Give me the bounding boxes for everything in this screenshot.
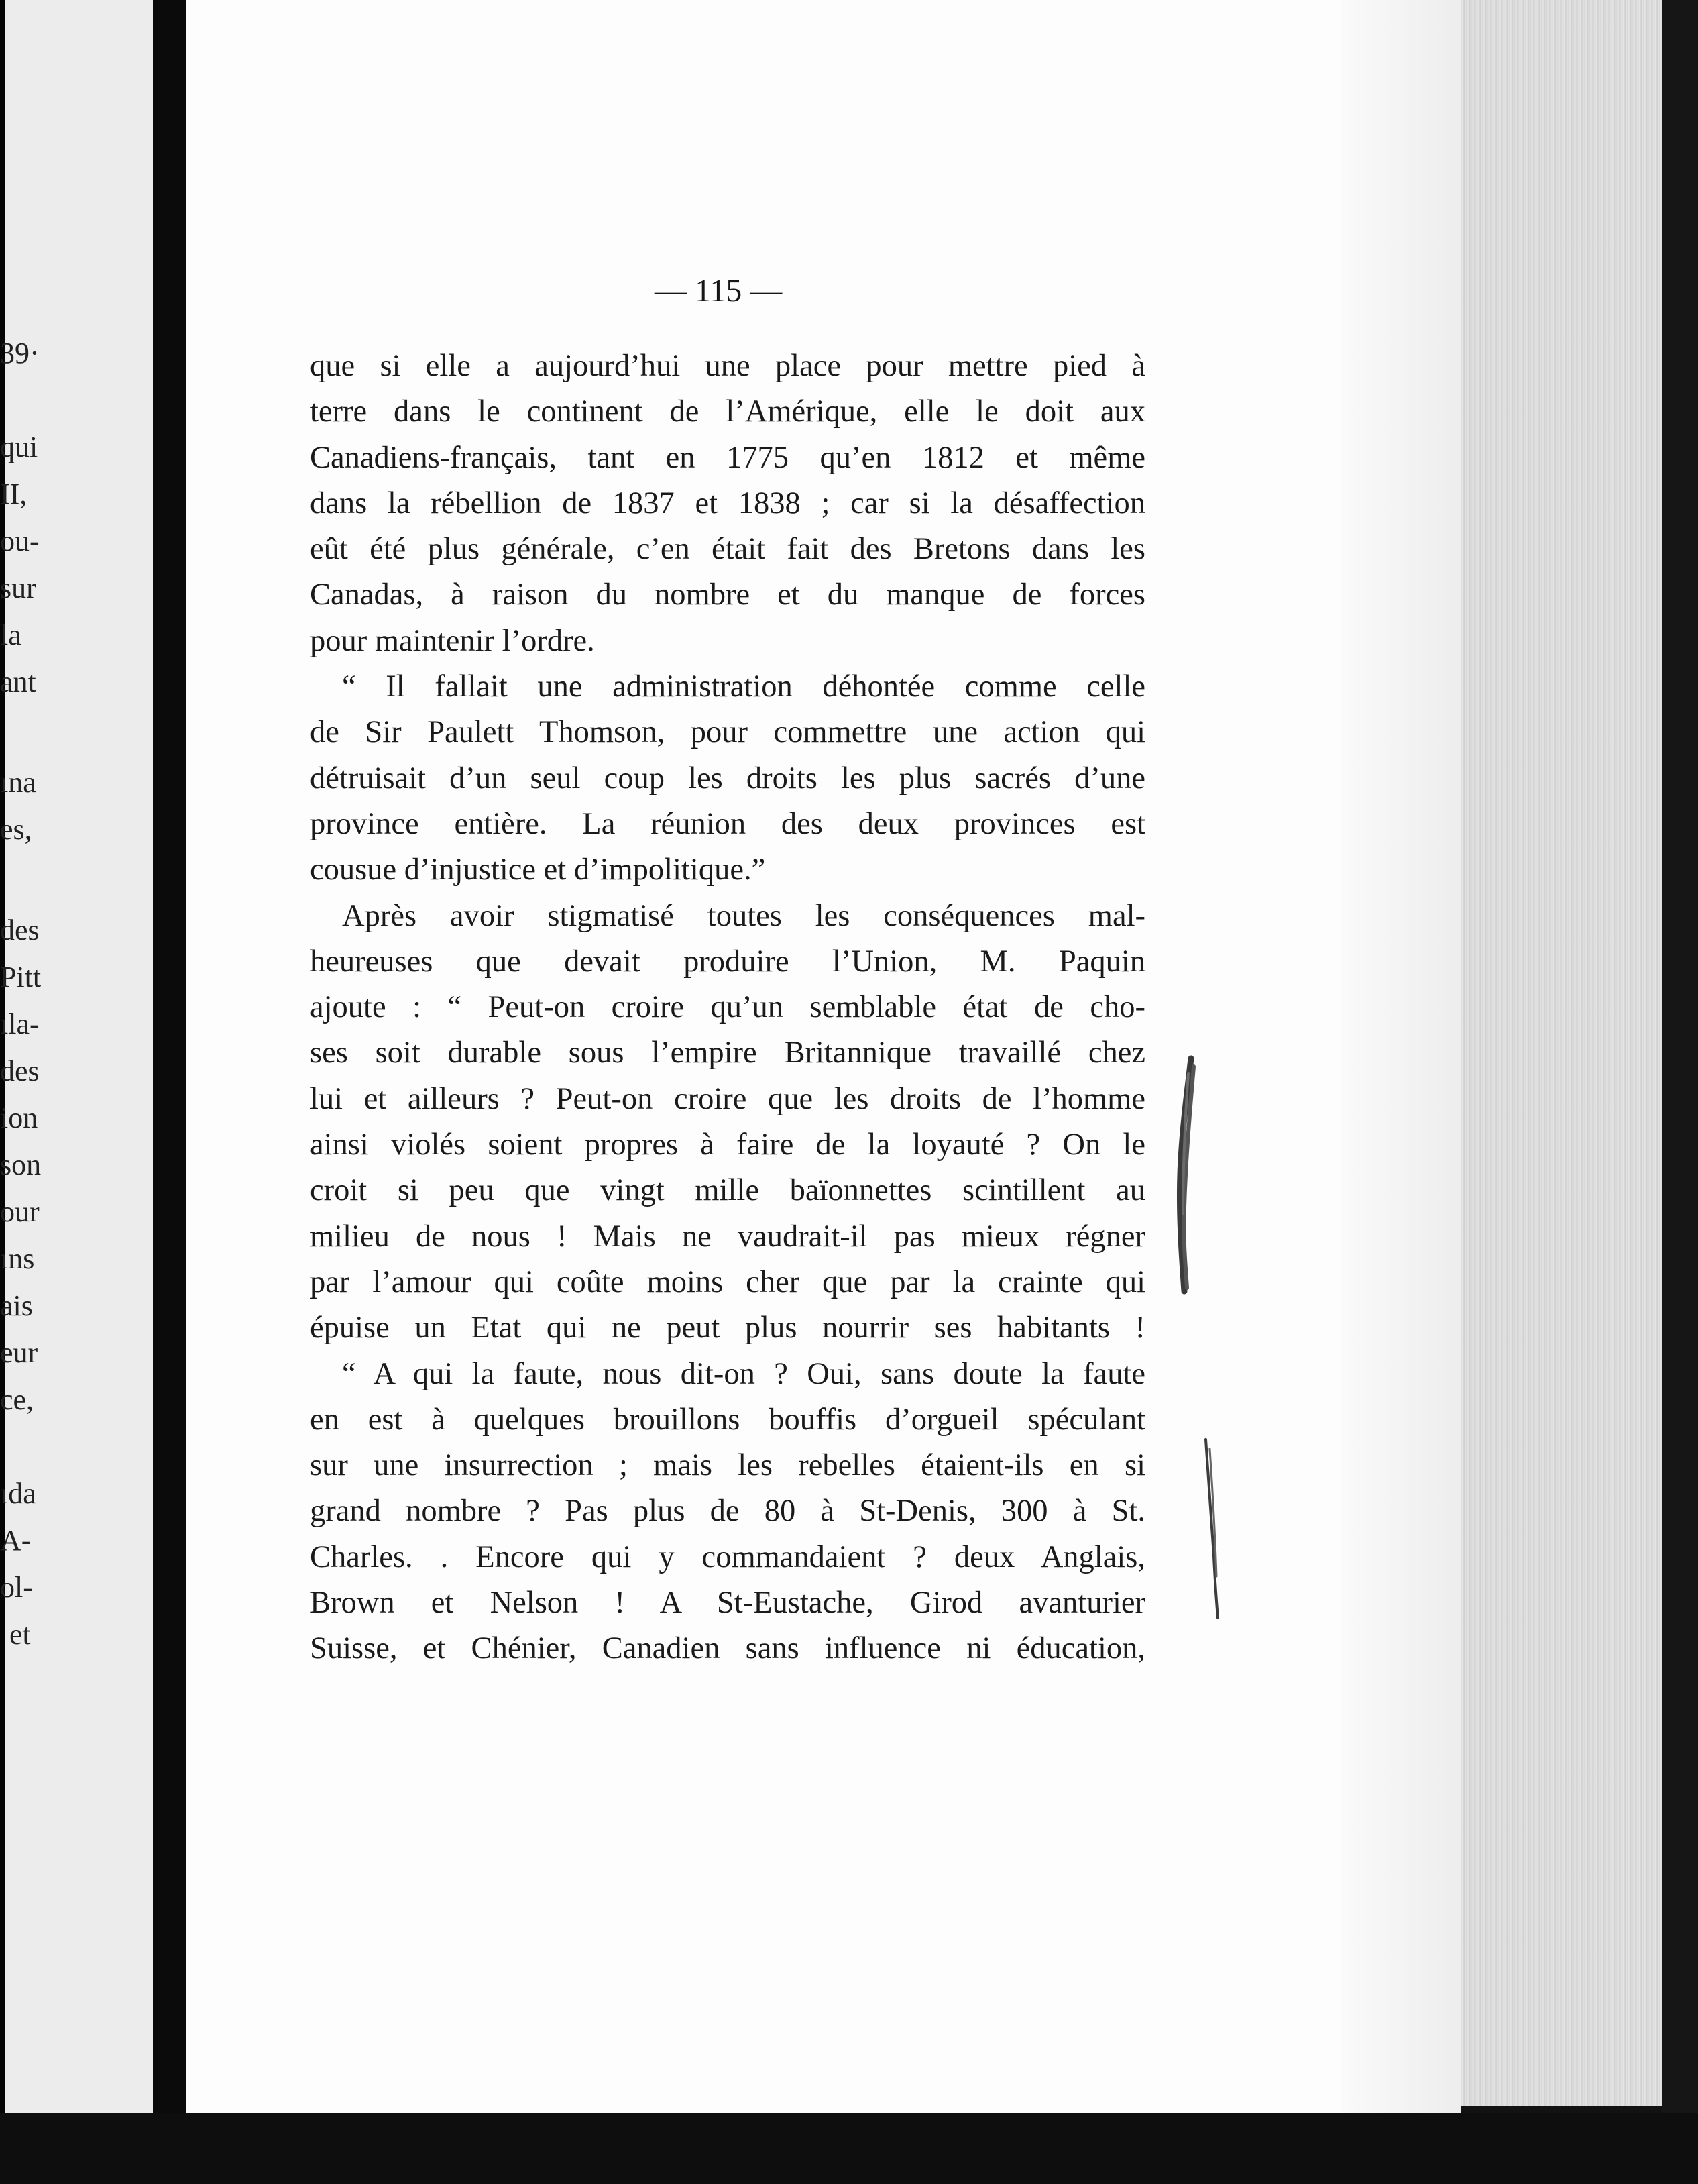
scan-bottom-edge bbox=[0, 2113, 1698, 2184]
text-line: cousue d’injustice et d’impolitique.” bbox=[310, 853, 766, 887]
left-page-fragment: des bbox=[0, 914, 40, 946]
text-line: croit si peu que vingt mille baïonnettes scintillent au bbox=[310, 1173, 1145, 1208]
pencil-margin-mark-lower bbox=[1200, 1435, 1227, 1623]
text-line: que si elle a aujourd’hui une place pour mettre pied à bbox=[310, 349, 1145, 383]
text-line: province entière. La réunion des deux provinces est bbox=[310, 806, 1145, 841]
left-page-fragment: ıla- bbox=[0, 1007, 40, 1040]
left-page-fragment: ais bbox=[0, 1289, 33, 1322]
text-line: milieu de nous ! Mais ne vaudrait-il pas mieux régner bbox=[310, 1219, 1145, 1254]
pencil-margin-mark-upper bbox=[1167, 1053, 1207, 1301]
body-text bbox=[310, 343, 1145, 1672]
left-page-fragment: ol- bbox=[0, 1571, 33, 1604]
left-page-text-fragments bbox=[0, 0, 153, 2133]
left-page-fragment: Pitt bbox=[0, 961, 42, 993]
left-page-fragment: ına bbox=[0, 766, 36, 799]
text-line: Suisse, et Chénier, Canadien sans influence ni éducation, bbox=[310, 1631, 1145, 1666]
text-line: détruisait d’un seul coup les droits les plus sacrés d’une bbox=[310, 761, 1145, 796]
scan-right-edge bbox=[1662, 0, 1698, 2184]
text-line: terre dans le continent de l’Amérique, elle le doit aux bbox=[310, 394, 1145, 429]
text-line: grand nombre ? Pas plus de 80 à St-Denis, 300 à St. bbox=[310, 1494, 1145, 1529]
left-page-fragment: es, bbox=[0, 813, 32, 846]
left-page-fragment: sur bbox=[0, 571, 36, 604]
left-page-fragment: des bbox=[0, 1054, 40, 1087]
left-page-fragment: II, bbox=[0, 478, 27, 510]
left-page-fragment: ce, bbox=[0, 1383, 34, 1416]
left-page-fragment: ou- bbox=[0, 525, 40, 557]
left-page-fragment: A- bbox=[0, 1524, 32, 1557]
left-page-fragment: la bbox=[0, 618, 21, 651]
left-page-fragment: qui bbox=[0, 431, 38, 463]
text-line: de Sir Paulett Thomson, pour commettre une action qui bbox=[310, 715, 1145, 750]
text-line: Canadiens-français, tant en 1775 qu’en 1812 et même bbox=[310, 440, 1145, 475]
text-line: Canadas, à raison du nombre et du manque de forces bbox=[310, 578, 1145, 612]
text-line: “ A qui la faute, nous dit-on ? Oui, sans doute la faute bbox=[342, 1356, 1145, 1391]
page-shading bbox=[1341, 0, 1461, 2113]
text-line: heureuses que devait produire l’Union, M. Paquin bbox=[310, 944, 1145, 979]
text-line: en est à quelques brouillons bouffis d’orgueil spéculant bbox=[310, 1402, 1145, 1437]
text-line: épuise un Etat qui ne peut plus nourrir ses habitants ! bbox=[310, 1311, 1145, 1346]
text-line: sur une insurrection ; mais les rebelles étaient-ils en si bbox=[310, 1448, 1145, 1483]
page-edges-stack bbox=[1461, 0, 1662, 2106]
text-line: ainsi violés soient propres à faire de la loyauté ? On le bbox=[310, 1128, 1145, 1162]
text-line: lui et ailleurs ? Peut-on croire que les droits de l’homme bbox=[310, 1081, 1145, 1116]
left-page-fragment: et bbox=[9, 1618, 31, 1651]
book-gutter bbox=[153, 0, 186, 2184]
text-line: pour maintenir l’ordre. bbox=[310, 623, 595, 658]
left-page-fragment: 39· bbox=[0, 337, 40, 370]
text-line: ses soit durable sous l’empire Britannique travaillé chez bbox=[310, 1036, 1145, 1071]
left-page-fragment: ıda bbox=[0, 1477, 36, 1510]
left-page-fragment: our bbox=[0, 1195, 40, 1228]
text-line: ajoute : “ Peut-on croire qu’un semblable état de cho- bbox=[310, 990, 1145, 1025]
text-line: par l’amour qui coûte moins cher que par la crainte qui bbox=[310, 1264, 1145, 1299]
left-page-fragment: ıns bbox=[0, 1242, 35, 1275]
text-line: Brown et Nelson ! A St-Eustache, Girod avanturier bbox=[310, 1586, 1145, 1621]
left-page-fragment: ant bbox=[0, 665, 36, 698]
text-line: eût été plus générale, c’en était fait des Bretons dans les bbox=[310, 532, 1145, 567]
page-number: — 115 — bbox=[655, 273, 783, 309]
left-page-fragment: son bbox=[0, 1148, 42, 1181]
text-line: dans la rébellion de 1837 et 1838 ; car si la désaffection bbox=[310, 486, 1145, 521]
text-line: Charles. . Encore qui y commandaient ? deux Anglais, bbox=[310, 1539, 1145, 1574]
text-line: Après avoir stigmatisé toutes les conséquences mal- bbox=[342, 898, 1145, 933]
left-page-fragment: ion bbox=[0, 1101, 38, 1134]
left-page-fragment: eur bbox=[0, 1336, 38, 1369]
text-line: “ Il fallait une administration déhontée comme celle bbox=[342, 669, 1145, 704]
